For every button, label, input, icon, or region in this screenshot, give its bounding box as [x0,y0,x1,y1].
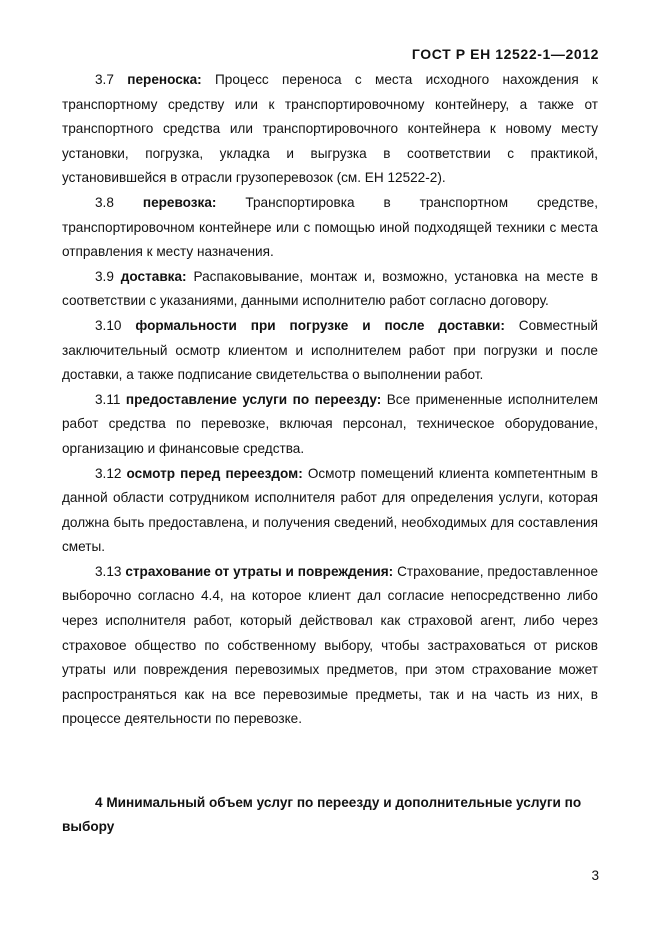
definition-term: перевозка: [142,194,217,210]
definition-term: осмотр перед переездом: [126,465,303,481]
definition-text: Распаковывание, монтаж и, возможно, установка на месте в соответствии с указаниями, данными исполнителю работ согласно договору. [62,268,598,309]
definition-term: формальности при погрузке и после доставки: [135,317,505,333]
definitions-body [62,68,598,732]
definition-number: 3.11 [95,391,121,407]
definition-number: 3.10 [95,317,122,333]
definition-text: Страхование, предоставленное выборочно согласно 4.4, на которое клиент дал согласие непосредственно либо через исполнителя работ, который действовал как страховой агент, либо через страховое общество по собственному выбору, чтобы застраховаться от рисков утраты или повреждения перевозимых предметов, при этом страхование может распространяться как на все перевозимые предметы, так и на часть из них, в процессе деятельности по перевозке. [62,563,599,727]
definition-3-9 [62,265,598,314]
definition-term: страхование от утраты и повреждения: [125,563,394,579]
definition-text: Все примененные исполнителем работ средства по перевозке, включая персонал, техническое оборудование, организацию и финансовые средства. [62,391,598,456]
definition-term: доставка: [120,268,187,284]
section-heading: 4 Минимальный объем услуг по переезду и дополнительные услуги по выбору [62,795,582,834]
page-number: 3 [591,868,599,883]
standard-header: ГОСТ Р ЕН 12522-1—2012 [411,46,599,62]
definition-number: 3.7 [95,72,114,87]
definition-number: 3.12 [95,465,122,481]
definition-number: 3.8 [95,194,114,210]
definition-number: 3.13 [95,563,122,579]
definition-3-10 [62,314,598,388]
definition-text: Осмотр помещений клиента компетентным в данной области сотрудником исполнителя работ для определения услуги, которая должна быть предоставлена, и получения сведений, необходимых для составления сметы. [62,465,598,555]
definition-term: переноска: [127,72,202,87]
definition-3-13 [62,560,598,732]
definition-3-12 [62,462,598,560]
definition-text: Транспортировка в транспортном средстве, транспортировочном контейнере или с помощью иной подходящей техники с места отправления к месту назначения. [62,194,599,260]
definition-3-8 [62,191,598,265]
definition-3-7 [62,68,598,191]
definition-text: Процесс переноса с места исходного нахождения к транспортному средству или к транспортировочному контейнеру, а также от транспортного средства или транспортировочного контейнера к новому месту установки, погрузка, укладка и выгрузка в соответствии с практикой, установившейся в отрасли грузоперевозок (см. ЕН 12522-2). [62,72,598,186]
definition-number: 3.9 [95,268,114,284]
definition-term: предоставление услуги по переезду: [125,391,382,407]
definition-text: Совместный заключительный осмотр клиентом и исполнителем работ при погрузки и после доставки, а также подписание свидетельства о выполнении работ. [62,317,599,383]
definition-3-11 [62,388,598,462]
